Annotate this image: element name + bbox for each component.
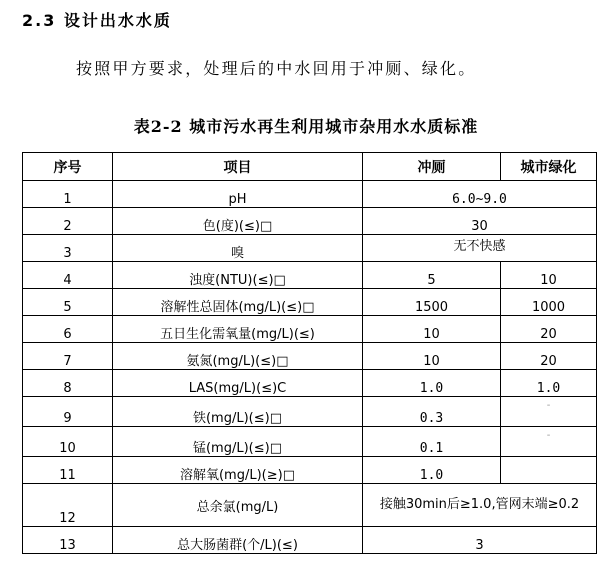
row-no: 12 <box>23 484 113 527</box>
row-no: 8 <box>23 370 113 397</box>
row-item: 色(度)(≤)□ <box>113 208 363 235</box>
row-toilet-value: 10 <box>363 343 501 370</box>
row-no: 13 <box>23 527 113 554</box>
table-row <box>23 397 597 427</box>
row-greening-value: - <box>501 397 597 427</box>
table-row <box>23 484 597 527</box>
row-item: 溶解氧(mg/L)(≥)□ <box>113 457 363 484</box>
row-greening-value: 10 <box>501 262 597 289</box>
table-header-row <box>23 153 597 181</box>
table-caption: 表2-2 城市污水再生利用城市杂用水水质标准 <box>133 117 479 136</box>
row-item: 铁(mg/L)(≤)□ <box>113 397 363 427</box>
header-no: 序号 <box>23 153 113 181</box>
table-row <box>23 316 597 343</box>
body-paragraph: 按照甲方要求，处理后的中水回用于冲厕、绿化。 <box>76 59 477 78</box>
row-item: LAS(mg/L)(≤)C <box>113 370 363 397</box>
table-row <box>23 527 597 554</box>
table-row <box>23 262 597 289</box>
table-row <box>23 457 597 484</box>
row-toilet-value: 1.0 <box>363 457 501 484</box>
row-item: 总余氯(mg/L) <box>113 484 363 527</box>
table-row <box>23 181 597 208</box>
table-row <box>23 289 597 316</box>
row-merged-value: 无不快感 <box>363 235 597 262</box>
table-row <box>23 208 597 235</box>
row-merged-value: 接触30min后≥1.0,管网末端≥0.2 <box>363 484 597 527</box>
row-greening-value: 20 <box>501 343 597 370</box>
row-merged-value: 30 <box>363 208 597 235</box>
header-greening: 城市绿化 <box>501 153 597 181</box>
row-item: 浊度(NTU)(≤)□ <box>113 262 363 289</box>
row-item: 氨氮(mg/L)(≤)□ <box>113 343 363 370</box>
row-toilet-value: 1.0 <box>363 370 501 397</box>
row-toilet-value: 1500 <box>363 289 501 316</box>
header-toilet: 冲厕 <box>363 153 501 181</box>
row-greening-value: 1000 <box>501 289 597 316</box>
row-no: 5 <box>23 289 113 316</box>
row-merged-value: 3 <box>363 527 597 554</box>
row-greening-value: 1.0 <box>501 370 597 397</box>
row-toilet-value: 0.3 <box>363 397 501 427</box>
row-no: 1 <box>23 181 113 208</box>
row-toilet-value: 0.1 <box>363 427 501 457</box>
row-item: 锰(mg/L)(≤)□ <box>113 427 363 457</box>
row-no: 9 <box>23 397 113 427</box>
row-no: 10 <box>23 427 113 457</box>
table-row <box>23 370 597 397</box>
table-row <box>23 235 597 262</box>
row-greening-value <box>501 457 597 484</box>
row-merged-value: 6.0~9.0 <box>363 181 597 208</box>
row-item: 五日生化需氧量(mg/L)(≤) <box>113 316 363 343</box>
row-no: 11 <box>23 457 113 484</box>
row-item: pH <box>113 181 363 208</box>
row-no: 3 <box>23 235 113 262</box>
row-toilet-value: 5 <box>363 262 501 289</box>
row-no: 7 <box>23 343 113 370</box>
row-item: 总大肠菌群(个/L)(≤) <box>113 527 363 554</box>
row-item: 溶解性总固体(mg/L)(≤)□ <box>113 289 363 316</box>
water-quality-table <box>22 152 597 554</box>
row-greening-value: - <box>501 427 597 457</box>
row-no: 2 <box>23 208 113 235</box>
section-heading: 2.3 设计出水水质 <box>22 11 172 30</box>
row-toilet-value: 10 <box>363 316 501 343</box>
row-no: 4 <box>23 262 113 289</box>
table-row <box>23 427 597 457</box>
row-greening-value: 20 <box>501 316 597 343</box>
table-row <box>23 343 597 370</box>
row-no: 6 <box>23 316 113 343</box>
header-item: 项目 <box>113 153 363 181</box>
row-item: 嗅 <box>113 235 363 262</box>
